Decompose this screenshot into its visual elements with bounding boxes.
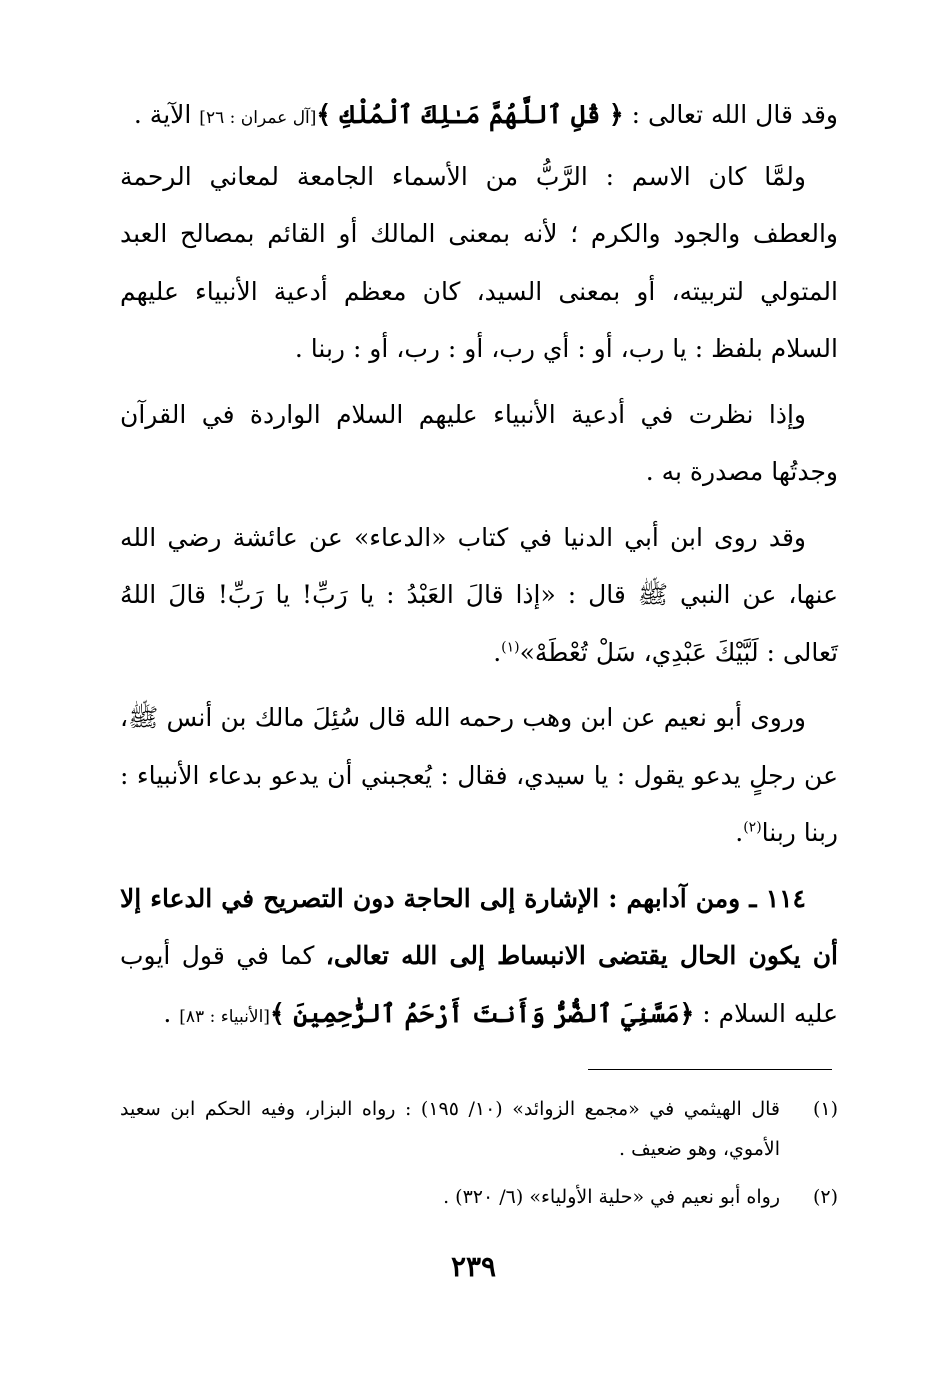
footnotes — [120, 1089, 838, 1225]
paragraph-5 — [120, 689, 838, 862]
footnote-1-text: قال الهيثمي في «مجمع الزوائد» (١٠/ ١٩٥) : رواه البزار، وفيه الحكم ابن سعيد الأموي، وهو ضعيف . — [120, 1098, 780, 1160]
quran-verse-1: ﴿ قُلِ ٱللَّهُمَّ مَـٰلِكَ ٱلْمُلْكِ ﴾ — [316, 100, 624, 129]
paragraph-4 — [120, 509, 838, 682]
section-heading-114: ١١٤ ـ ومن آدابهم : الإشارة إلى الحاجة دون التصريح في الدعاء إلا أن يكون الحال يقتضى الانبساط إلى الله تعالى، — [120, 883, 839, 970]
paragraph-5-text: وروى أبو نعيم عن ابن وهب رحمه الله قال سُئِلَ مالك بن أنس ﷺ، عن رجلٍ يدعو يقول : يا سيدي، فقال : يُعجبني أن يدعو بدعاء الأنبياء : ربنا ربنا — [120, 703, 838, 847]
verse-reference-1: [آل عمران : ٢٦] — [199, 108, 317, 128]
main-text — [120, 86, 838, 1054]
footnote-2-number: (٢) — [812, 1186, 838, 1208]
paragraph-1 — [120, 86, 838, 148]
footnote-2-text: رواه أبو نعيم في «حلية الأولياء» (٦/ ٣٢٠) . — [443, 1186, 780, 1208]
footnote-1-number: (١) — [812, 1098, 838, 1120]
quran-verse-2: ﴿مَسَّنِيَ ٱلضُّرُّ وَأَنتَ أَرْحَمُ ٱلرَّٰحِمِينَ ﴾ — [269, 998, 695, 1028]
footnote-divider — [588, 1069, 832, 1070]
paragraph-2: ولمَّا كان الاسم : الرَّبُّ من الأسماء الجامعة لمعاني الرحمة والعطف والجود والكرم ؛ لأنه بمعنى المالك أو القائم بمصالح العبد المتولي لتربيته، أو بمعنى السيد، كان معظم أدعية الأنبياء عليهم السلام بلفظ : يا رب، أو : أي رب، أو : رب، أو : ربنا . — [120, 161, 838, 363]
footnote-2 — [120, 1177, 838, 1217]
paragraph-6-end: . — [163, 998, 180, 1028]
footnote-marker-1: (١) — [501, 639, 520, 656]
paragraph-6-text: كما في قول أيوب عليه السلام : — [120, 941, 838, 1028]
paragraph-6 — [120, 870, 838, 1047]
paragraph-4-end: . — [493, 637, 502, 667]
paragraph-3: وإذا نظرت في أدعية الأنبياء عليهم السلام الواردة في القرآن وجدتُها مصدرة به . — [120, 399, 838, 486]
paragraph-1-text: وقد قال الله تعالى : — [623, 100, 838, 129]
page-number: ٢٣٩ — [450, 1250, 497, 1283]
paragraph-4-text: وقد روى ابن أبي الدنيا في كتاب «الدعاء» عن عائشة رضي الله عنها، عن النبي ﷺ قال : «إذا قالَ العَبْدُ : يا رَبِّ! يا رَبِّ! قالَ اللهُ تَعالى : لَبَّيْكَ عَبْدِي، سَلْ تُعْطَهْ» — [120, 522, 838, 667]
footnote-1 — [120, 1089, 838, 1169]
verse-reference-2: [الأنبياء : ٨٣] — [179, 1006, 270, 1027]
footnote-marker-2: (٢) — [743, 819, 762, 836]
paragraph-1-tail: الآية . — [133, 100, 200, 129]
paragraph-5-end: . — [735, 818, 744, 847]
